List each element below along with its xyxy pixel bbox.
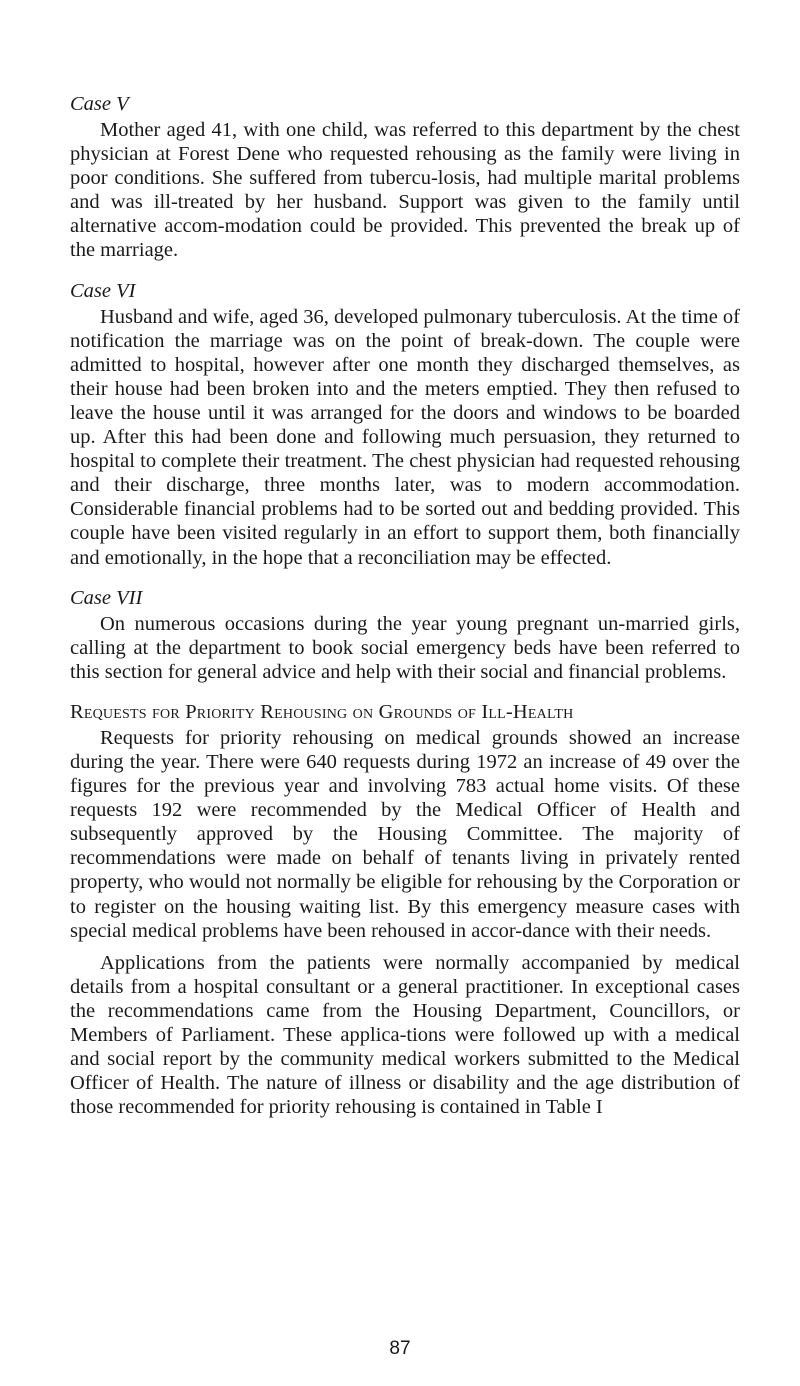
page-number: 87 (389, 1338, 411, 1359)
case-v-heading: Case V (70, 93, 129, 115)
document-page (70, 90, 740, 1133)
case-vi (70, 277, 740, 570)
section-heading: Requests for Priority Rehousing on Grounds of Ill-Health (70, 700, 574, 723)
case-vi-heading: Case VI (70, 279, 136, 302)
case-v-text: Mother aged 41, with one child, was referred to this department by the chest physician at Forest Dene who requested rehousing as the family were living in poor conditions. She suffered from tubercu-losis, had multiple marital problems and was ill-treated by her husband. Support was given to the family until alternative accom-modation could be provided. This prevented the break up of the marriage. (70, 119, 740, 262)
case-vii (70, 584, 740, 684)
section-paragraph: Applications from the patients were normally accompanied by medical details from a hospital consultant or a general practitioner. In exceptional cases the recommendations came from the Housing Department, Councillors, or Members of Parliament. These applica-tions were followed up with a medical and social report by the community medical workers submitted to the Medical Officer of Health. The nature of illness or disability and the age distribution of those recommended for priority rehousing is contained in Table I (70, 951, 740, 1119)
case-vii-heading: Case VII (70, 586, 143, 609)
case-vi-text: Husband and wife, aged 36, developed pulmonary tuberculosis. At the time of notification the marriage was on the point of break-down. The couple were admitted to hospital, however after one month they discharged themselves, as their house had been broken into and the meters emptied. They then refused to leave the house until it was arranged for the doors and windows to be boarded up. After this had been done and following much persuasion, they returned to hospital to complete their treatment. The chest physician had requested rehousing and their discharge, three months later, was to modern accommodation. Considerable financial problems had to be sorted out and bedding provided. This couple have been visited regularly in an effort to support them, both financially and emotionally, in the hope that a reconciliation may be effected. (70, 305, 740, 569)
case-vii-text: On numerous occasions during the year young pregnant un-married girls, calling at the department to book social emergency beds have been referred to this section for general advice and help with their social and financial problems. (70, 612, 740, 683)
section-paragraph: Requests for priority rehousing on medical grounds showed an increase during the year. There were 640 requests during 1972 an increase of 49 over the figures for the previous year and involving 783 actual home visits. Of these requests 192 were recommended by the Medical Officer of Health and subsequently approved by the Housing Committee. The majority of recommendations were made on behalf of tenants living in privately rented property, who would not normally be eligible for rehousing by the Corporation or to register on the housing waiting list. By this emergency measure cases with special medical problems have been rehoused in accor-dance with their needs. (70, 726, 740, 942)
case-v (70, 90, 740, 263)
priority-rehousing-section (70, 698, 740, 1120)
